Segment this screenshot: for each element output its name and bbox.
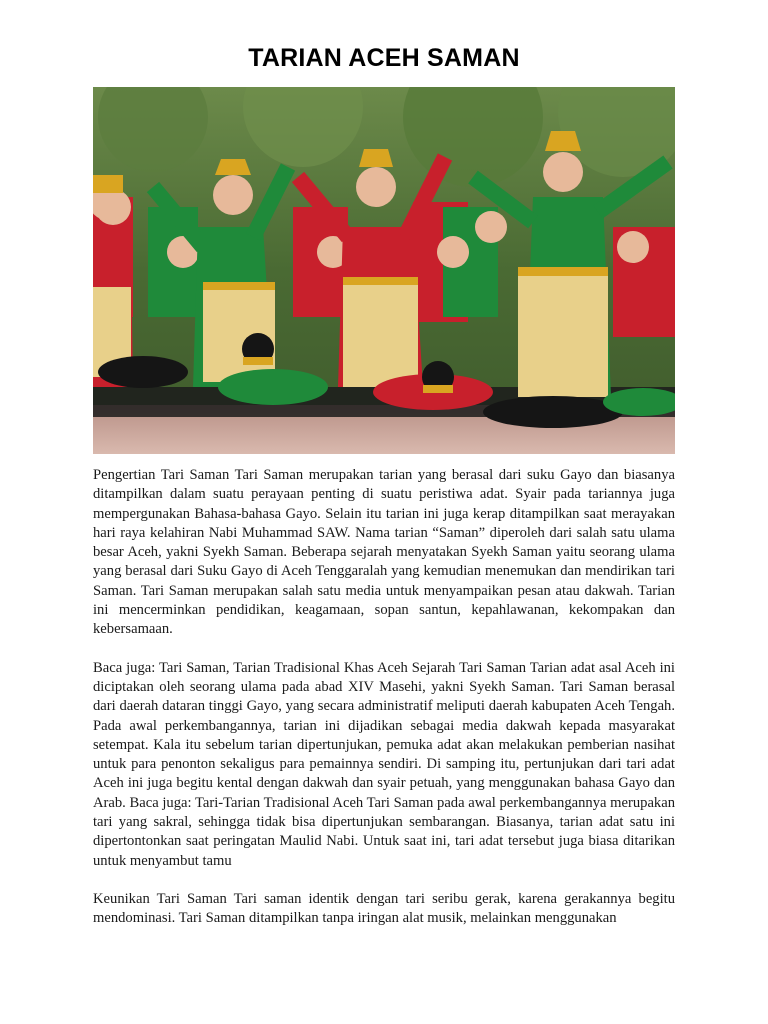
- paragraph: Keunikan Tari Saman Tari saman identik dengan tari seribu gerak, karena gerakannya begitu mendominasi. Tari Saman ditampilkan tanpa iringan alat musik, melainkan menggunakan: [93, 890, 675, 927]
- paragraph: Pengertian Tari Saman Tari Saman merupakan tarian yang berasal dari suku Gayo dan biasanya ditampilkan dalam suatu perayaan penting di suatu peristiwa adat. Syair pada tariannya juga mempergunakan Bahasa-bahasa Gayo. Selain itu tarian ini juga kerap ditampilkan saat merayakan hari raya kelahiran Nabi Muhammad SAW. Nama tarian “Saman” diperoleh dari salah satu ulama besar Aceh, yakni Syekh Saman. Beberapa sejarah menyatakan Syekh Saman yaitu seorang ulama yang berasal dari Suku Gayo di Aceh Tenggaralah yang kemudian menemukan dan mendirikan tari Saman. Tari Saman merupakan salah satu media untuk menyampaikan pesan atau dakwah. Tarian ini mencerminkan pendidikan, keagamaan, sopan santun, kepahlawanan, kekompakan dan kebersamaan.: [93, 467, 675, 638]
- document-body: [93, 466, 675, 948]
- document-title: TARIAN ACEH SAMAN: [248, 44, 520, 72]
- saman-dance-photo: [93, 87, 675, 454]
- paragraph: Baca juga: Tari Saman, Tarian Tradisional Khas Aceh Sejarah Tari Saman Tarian adat asal Aceh ini diciptakan oleh seorang ulama pada abad XIV Masehi, yakni Syekh Saman. Tari Saman berasal dari daerah dataran tinggi Gayo, yang secara administratif meliputi daerah kabupaten Aceh Tengah. Pada awal perkembangannya, tarian ini dijadikan sebagai media dakwah kepada masyarakat setempat. Kala itu sebelum tarian dipertunjukan, pemuka adat akan melakukan pemberian nasihat untuk para penonton sekaligus para pemainnya sendiri. Di samping itu, pertunjukan dari tari adat Aceh ini juga begitu kental dengan dakwah dan syair petuah, yang menggunakan bahasa Gayo dan Arab. Baca juga: Tari-Tarian Tradisional Aceh Tari Saman pada awal perkembangannya merupakan tari yang sakral, sehingga tidak bisa dipertunjukan sembarangan. Biasanya, tarian adat satu ini dipertontonkan saat peringatan Maulid Nabi. Untuk saat ini, tari adat tersebut juga biasa ditarikan untuk menyambut tamu: [93, 659, 675, 869]
